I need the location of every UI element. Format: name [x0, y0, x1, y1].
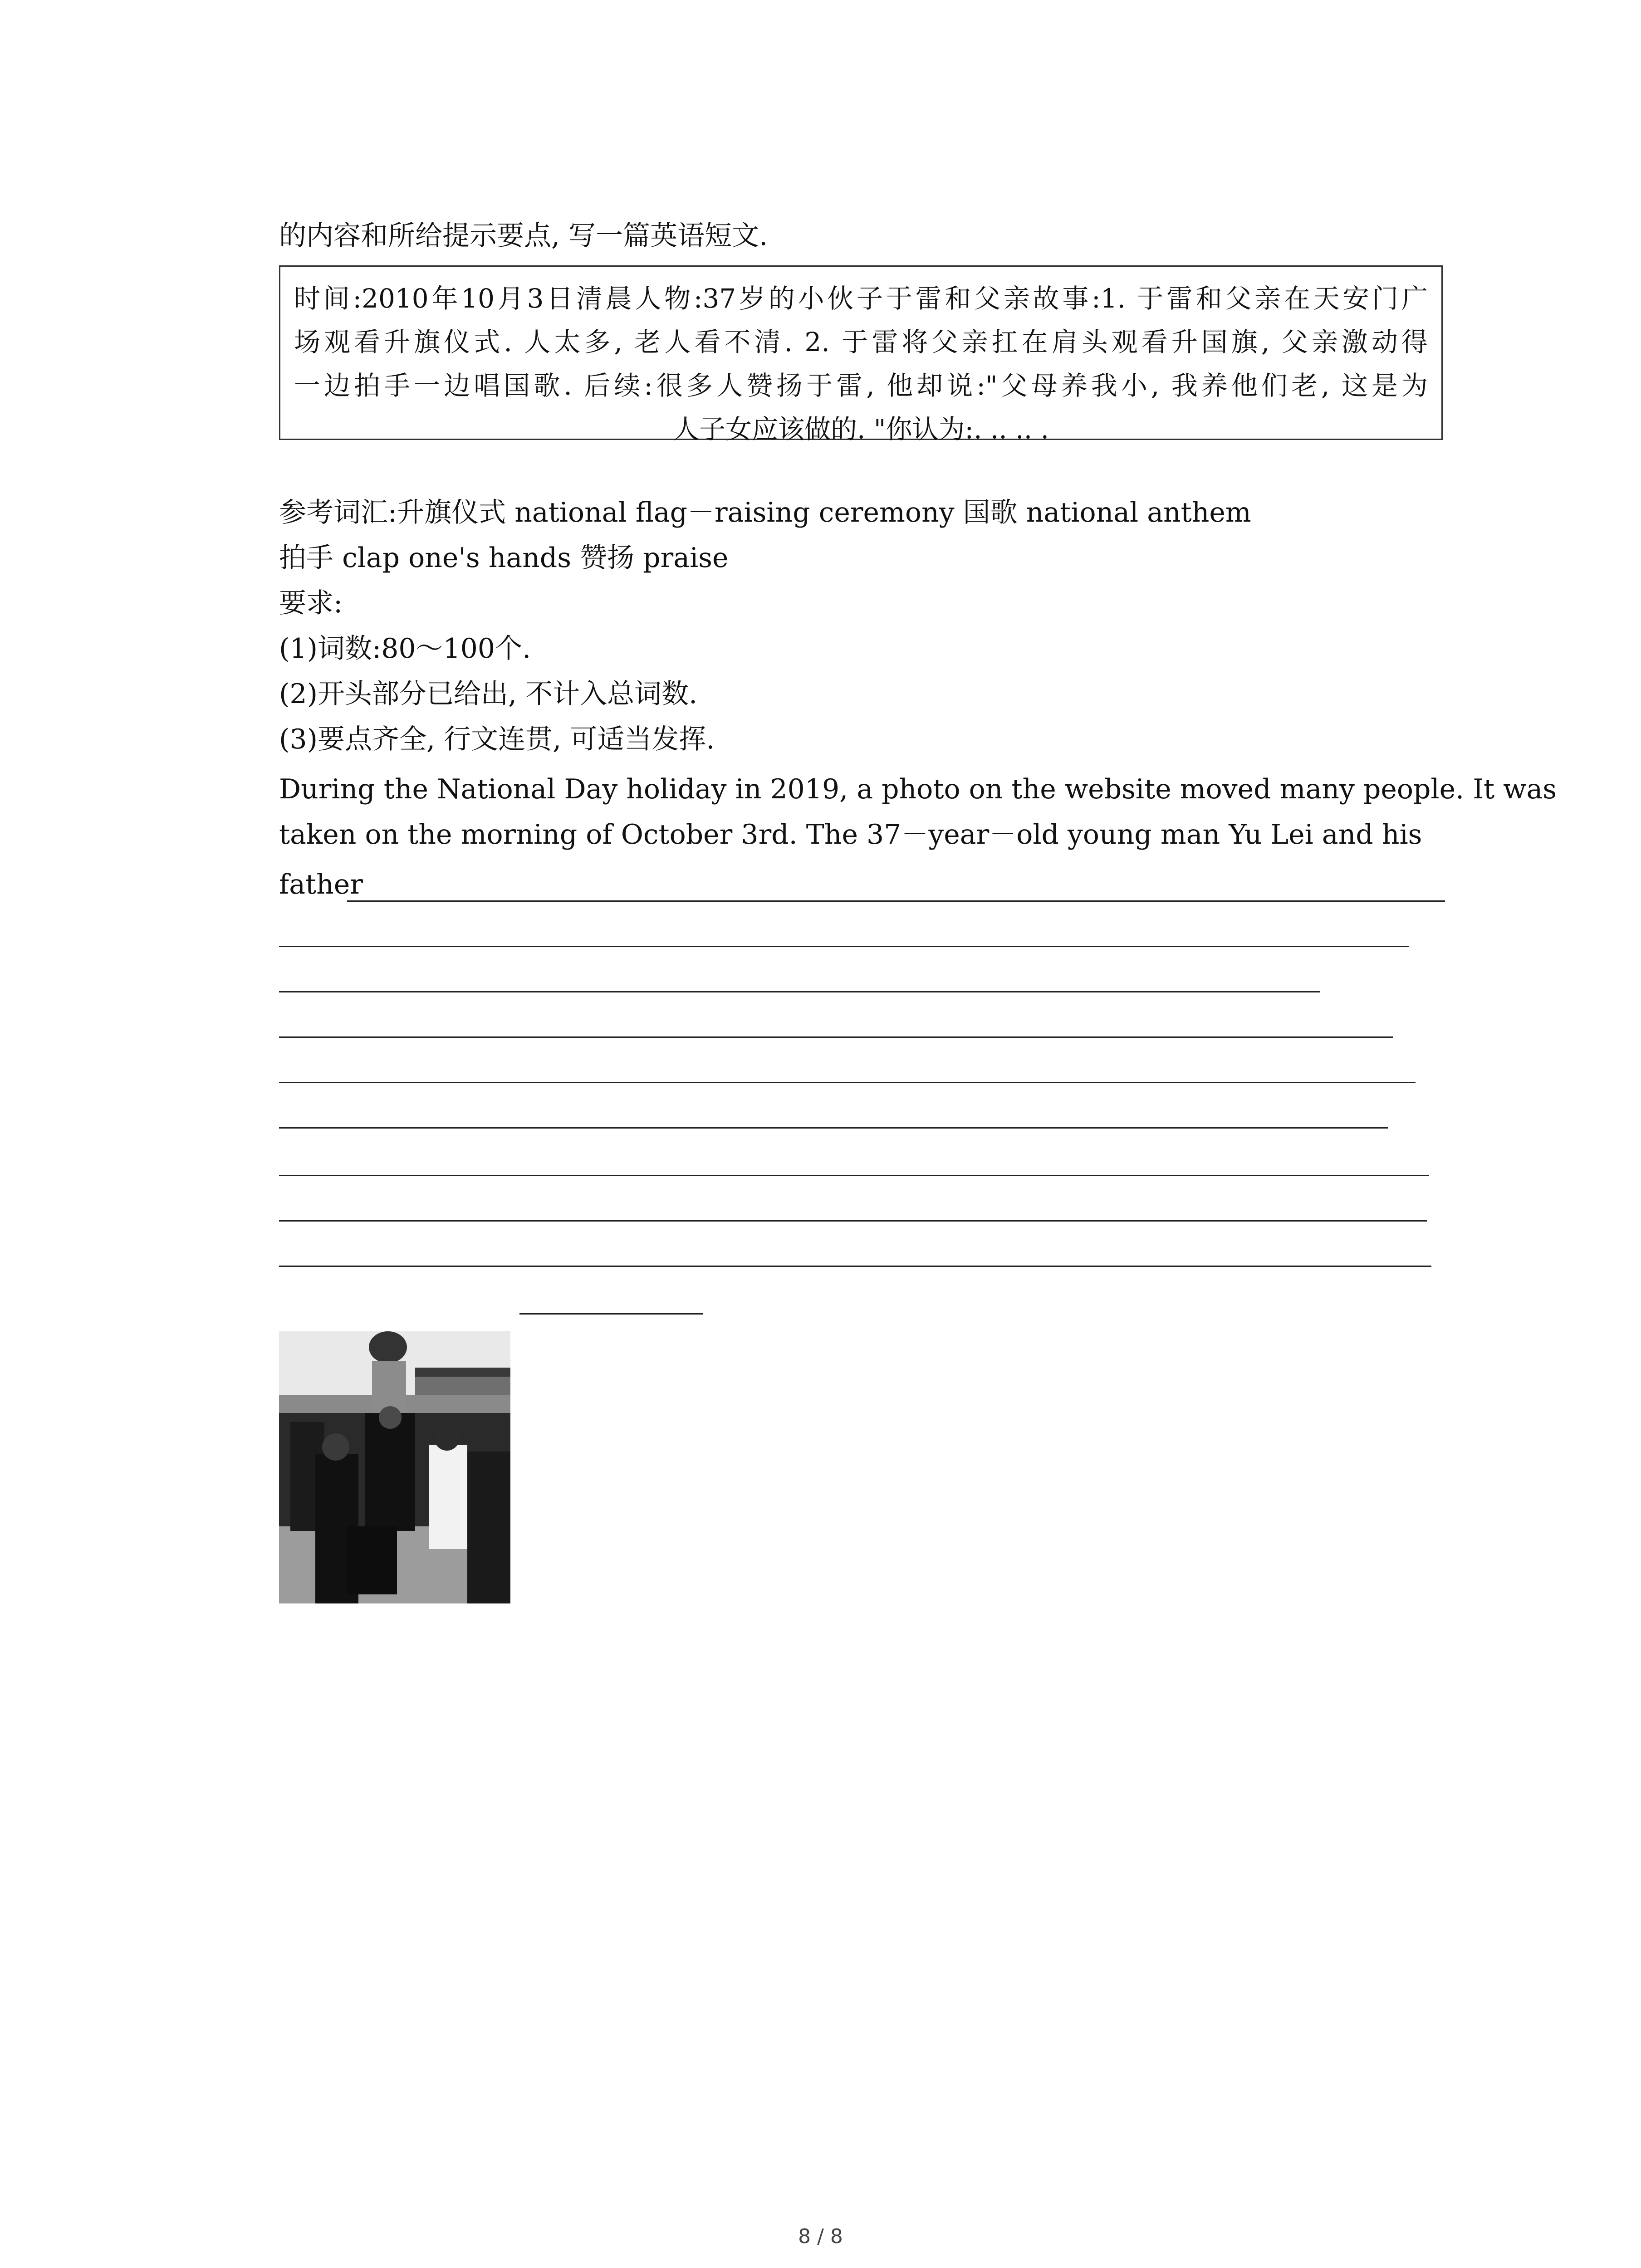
crowd-photo: [279, 1331, 510, 1603]
passage-line-2: taken on the morning of October 3rd. The 37－year－old young man Yu Lei and his: [279, 819, 1422, 850]
writing-line[interactable]: [279, 991, 1320, 992]
writing-line[interactable]: [279, 1266, 1431, 1267]
prompt-box: [279, 265, 1443, 445]
writing-line[interactable]: [279, 1175, 1429, 1176]
requirement-item-1: (1)词数:80～100个.: [279, 633, 531, 665]
writing-line[interactable]: [347, 900, 1445, 902]
prompt-line-3: 一边拍手一边唱国歌. 后续:很多人赞扬于雷, 他却说:"父母养我小, 我养他们老, 这是为: [294, 370, 1428, 401]
writing-line[interactable]: [519, 1313, 703, 1315]
crowd-photo-graphic: [279, 1331, 510, 1603]
prompt-line-4: 人子女应该做的. "你认为:. .. .. .: [672, 414, 1049, 445]
writing-line[interactable]: [279, 946, 1409, 947]
prompt-line-2: 场观看升旗仪式. 人太多, 老人看不清. 2. 于雷将父亲扛在肩头观看升国旗, 父亲激动得: [294, 327, 1428, 357]
writing-line[interactable]: [279, 1127, 1388, 1129]
passage-line-1: During the National Day holiday in 2019, a photo on the website moved many people. It was: [279, 773, 1557, 805]
requirement-item-3: (3)要点齐全, 行文连贯, 可适当发挥.: [279, 723, 715, 755]
requirements-title: 要求:: [279, 587, 343, 619]
writing-line[interactable]: [279, 1220, 1427, 1222]
prompt-line-1: 时间:2010年10月3日清晨人物:37岁的小伙子于雷和父亲故事:1. 于雷和父亲在天安门广: [294, 283, 1428, 314]
page-number: 8 / 8: [798, 2225, 843, 2248]
vocabulary-line-1: 参考词汇:升旗仪式 national flag－raising ceremony 国歌 national anthem: [279, 497, 1251, 528]
vocabulary-line-2: 拍手 clap one's hands 赞扬 praise: [279, 542, 729, 574]
instruction-intro: 的内容和所给提示要点, 写一篇英语短文.: [279, 220, 768, 252]
requirement-item-2: (2)开头部分已给出, 不计入总词数.: [279, 678, 698, 710]
writing-line[interactable]: [279, 1082, 1416, 1083]
passage-line-3: father: [279, 869, 363, 900]
writing-line[interactable]: [279, 1036, 1393, 1038]
